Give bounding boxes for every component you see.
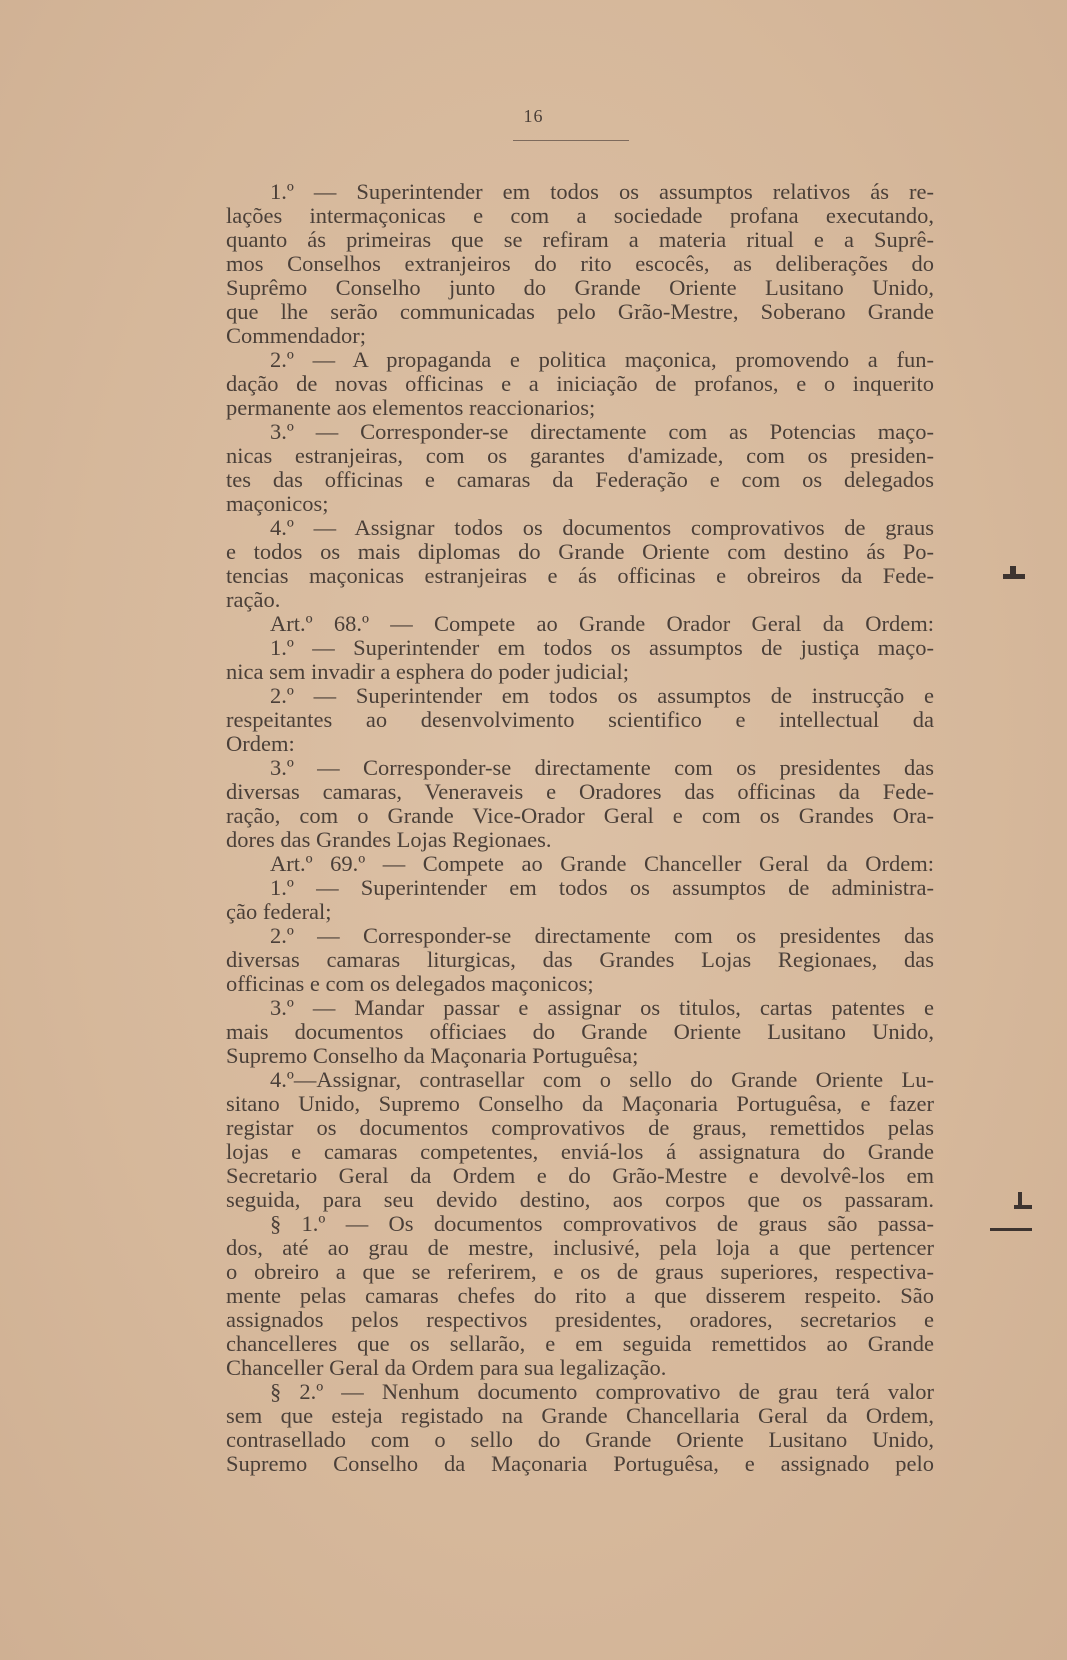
text-line: respeitantes ao desenvolvimento scientifico e intellectual da	[226, 707, 934, 732]
text-line: mente pelas camaras chefes do rito a que disserem respeito. São	[226, 1283, 934, 1308]
text-line: Ordem:	[226, 731, 295, 756]
text-line: chancelleres que os sellarão, e em seguida remettidos ao Grande	[226, 1331, 934, 1356]
text-line: sem que esteja registado na Grande Chancellaria Geral da Ordem,	[226, 1403, 934, 1428]
text-line: Art.º 69.º — Compete ao Grande Chanceller Geral da Ordem:	[270, 851, 934, 876]
text-line: e todos os mais diplomas do Grande Oriente com destino ás Po-	[226, 539, 934, 564]
text-line: 3.º — Corresponder-se directamente com as Potencias maço-	[270, 419, 934, 444]
text-line: Supremo Conselho da Maçonaria Portuguêsa, e assignado pelo	[226, 1451, 934, 1476]
text-line: o obreiro a que se referirem, e os de graus superiores, respectiva-	[226, 1259, 934, 1284]
text-line: 1.º — Superintender em todos os assumptos de justiça maço-	[270, 635, 934, 660]
text-line: Chanceller Geral da Ordem para sua legalização.	[226, 1355, 667, 1380]
page-number: 16	[523, 106, 544, 126]
ink-speck	[990, 1228, 1032, 1231]
text-line: dos, até ao grau de mestre, inclusivé, pela loja a que pertencer	[226, 1235, 934, 1260]
text-line: que lhe serão communicadas pelo Grão-Mestre, Soberano Grande	[226, 299, 934, 324]
text-line: ração, com o Grande Vice-Orador Geral e com os Grandes Ora-	[226, 803, 934, 828]
text-line: Art.º 68.º — Compete ao Grande Orador Geral da Ordem:	[270, 611, 934, 636]
text-line: tencias maçonicas estranjeiras e ás officinas e obreiros da Fede-	[226, 563, 934, 588]
text-line: permanente aos elementos reaccionarios;	[226, 395, 596, 420]
text-line: seguida, para seu devido destino, aos corpos que os passaram.	[226, 1187, 934, 1212]
text-line: Suprêmo Conselho junto do Grande Oriente Lusitano Unido,	[226, 275, 934, 300]
header-rule	[513, 140, 629, 141]
text-line: assignados pelos respectivos presidentes, oradores, secretarios e	[226, 1307, 934, 1332]
text-line: 2.º — Superintender em todos os assumptos de instrucção e	[270, 683, 934, 708]
text-line: maçonicos;	[226, 491, 329, 516]
text-line: ração.	[226, 587, 281, 612]
text-line: lações intermaçonicas e com a sociedade profana executando,	[226, 203, 934, 228]
text-line: diversas camaras liturgicas, das Grandes Lojas Regionaes, das	[226, 947, 934, 972]
text-line: ção federal;	[226, 899, 332, 924]
text-line: 2.º — A propaganda e politica maçonica, promovendo a fun-	[270, 347, 934, 372]
body-text	[226, 180, 934, 1476]
text-line: contrasellado com o sello do Grande Oriente Lusitano Unido,	[226, 1427, 934, 1452]
text-line: nica sem invadir a esphera do poder judicial;	[226, 659, 629, 684]
ink-speck	[1018, 1192, 1022, 1206]
text-line: lojas e camaras competentes, enviá-los á assignatura do Grande	[226, 1139, 934, 1164]
text-line: 3.º — Mandar passar e assignar os titulos, cartas patentes e	[270, 995, 934, 1020]
text-line: mos Conselhos extranjeiros do rito escocês, as deliberações do	[226, 251, 934, 276]
text-line: tes das officinas e camaras da Federação e com os delegados	[226, 467, 934, 492]
text-line: sitano Unido, Supremo Conselho da Maçonaria Portuguêsa, e fazer	[226, 1091, 934, 1116]
text-line: dação de novas officinas e a iniciação de profanos, e o inquerito	[226, 371, 934, 396]
text-line: 3.º — Corresponder-se directamente com os presidentes das	[270, 755, 934, 780]
text-line: 1.º — Superintender em todos os assumptos relativos ás re-	[270, 179, 934, 204]
text-line: Supremo Conselho da Maçonaria Portuguêsa;	[226, 1043, 639, 1068]
text-line: Secretario Geral da Ordem e do Grão-Mestre e devolvê-los em	[226, 1163, 934, 1188]
text-line: registar os documentos comprovativos de graus, remettidos pelas	[226, 1115, 934, 1140]
text-line: 4.º — Assignar todos os documentos comprovativos de graus	[270, 515, 934, 540]
text-line: mais documentos officiaes do Grande Oriente Lusitano Unido,	[226, 1019, 934, 1044]
text-line: 4.º—Assignar, contrasellar com o sello do Grande Oriente Lu-	[270, 1067, 934, 1092]
text-line: Commendador;	[226, 323, 366, 348]
text-line: quanto ás primeiras que se refiram a materia ritual e a Suprê-	[226, 227, 934, 252]
text-line: dores das Grandes Lojas Regionaes.	[226, 827, 552, 852]
text-line: 1.º — Superintender em todos os assumptos de administra-	[270, 875, 934, 900]
text-line: officinas e com os delegados maçonicos;	[226, 971, 594, 996]
text-line: diversas camaras, Veneraveis e Oradores das officinas da Fede-	[226, 779, 934, 804]
text-line: 2.º — Corresponder-se directamente com os presidentes das	[270, 923, 934, 948]
text-line: § 2.º — Nenhum documento comprovativo de grau terá valor	[270, 1379, 934, 1404]
text-line: nicas estranjeiras, com os garantes d'amizade, com os presiden-	[226, 443, 934, 468]
text-line: § 1.º — Os documentos comprovativos de graus são passa-	[270, 1211, 934, 1236]
ink-speck	[1010, 566, 1016, 576]
ink-speck	[1014, 1205, 1032, 1209]
